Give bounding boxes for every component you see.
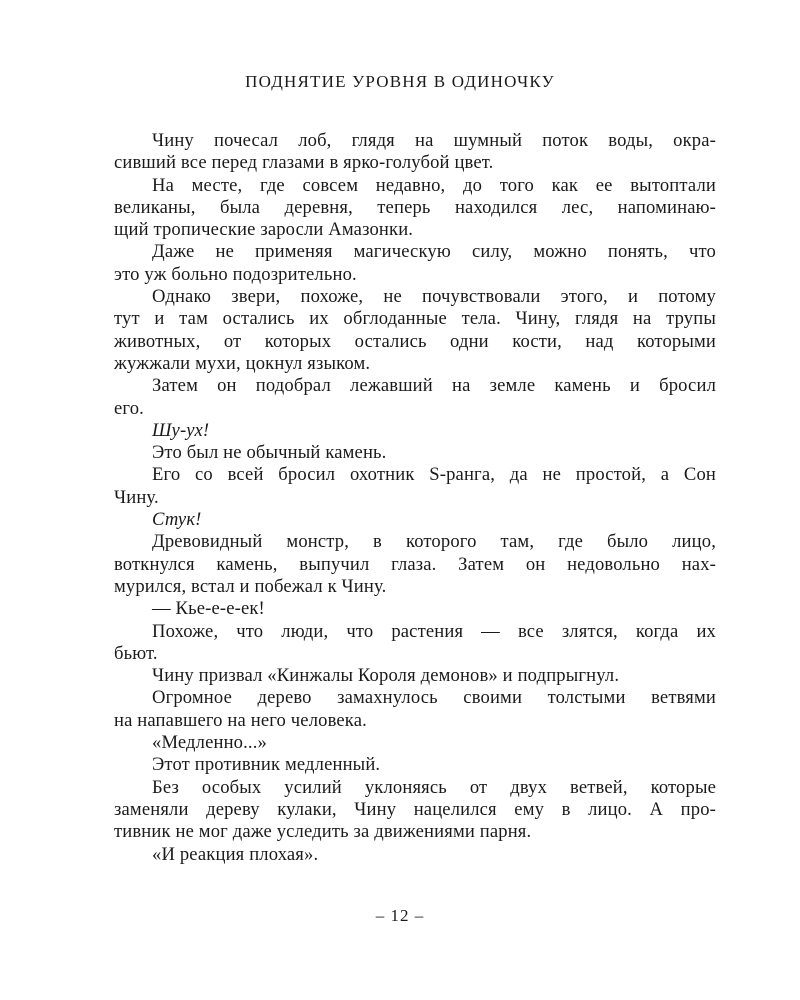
text-line: его. <box>114 397 144 419</box>
text-line: мурился, встал и побежал к Чину. <box>114 575 387 597</box>
paragraph <box>114 420 716 442</box>
text-line: животных, от которых остались одни кости, над которыми <box>114 330 716 352</box>
paragraph <box>114 442 716 464</box>
paragraph <box>114 175 716 242</box>
paragraph <box>114 844 716 866</box>
text-line: на напавшего на него человека. <box>114 709 367 731</box>
text-line: это уж больно подозрительно. <box>114 263 357 285</box>
text-line: — Кье-е-е-ек! <box>152 598 265 620</box>
text-line: Древовидный монстр, в которого там, где было лицо, <box>152 531 716 553</box>
text-line: Его со всей бросил охотник S-ранга, да не простой, а Сон <box>152 464 716 486</box>
text-line: Огромное дерево замахнулось своими толстыми ветвями <box>152 687 716 709</box>
text-line: «И реакция плохая». <box>152 843 319 865</box>
text-line: Стук! <box>152 509 202 531</box>
text-line: щий тропические заросли Амазонки. <box>114 219 414 241</box>
text-line: Без особых усилий уклоняясь от двух ветвей, которые <box>152 776 716 798</box>
text-line: заменяли дереву кулаки, Чину нацелился ему в лицо. А про- <box>114 798 716 820</box>
text-line: Даже не применяя магическую силу, можно понять, что <box>152 241 716 263</box>
running-head: ПОДНЯТИЕ УРОВНЯ В ОДИНОЧКУ <box>245 72 555 91</box>
text-line: На месте, где совсем недавно, до того как ее вытоптали <box>152 174 716 196</box>
text-line: Это был не обычный камень. <box>152 442 387 464</box>
chapter-text <box>114 130 716 866</box>
text-line: Чину призвал «Кинжалы Короля демонов» и подпрыгнул. <box>152 665 620 687</box>
text-line: Этот противник медленный. <box>152 754 381 776</box>
text-line: Похоже, что люди, что растения — все злятся, когда их <box>152 620 716 642</box>
paragraph <box>114 598 716 620</box>
paragraph <box>114 130 716 175</box>
paragraph <box>114 286 716 375</box>
paragraph <box>114 621 716 666</box>
text-line: Шу-ух! <box>152 419 210 441</box>
text-line: Чину почесал лоб, глядя на шумный поток воды, окра- <box>152 130 716 151</box>
text-line: воткнулся камень, выпучил глаза. Затем он недовольно нах- <box>114 553 716 575</box>
text-line: «Медленно...» <box>152 732 267 754</box>
text-line: тут и там остались их обглоданные тела. Чину, глядя на трупы <box>114 308 716 330</box>
paragraph <box>114 531 716 598</box>
paragraph <box>114 375 716 420</box>
paragraph <box>114 509 716 531</box>
text-line: Однако звери, похоже, не почувствовали этого, и потому <box>152 286 716 308</box>
text-line: тивник не мог даже уследить за движениями парня. <box>114 821 532 843</box>
page-number: – 12 – <box>375 906 425 925</box>
text-line: великаны, была деревня, теперь находился лес, напоминаю- <box>114 196 716 218</box>
text-line: жужжали мухи, цокнул языком. <box>114 352 371 374</box>
paragraph <box>114 665 716 687</box>
paragraph <box>114 687 716 732</box>
paragraph <box>114 777 716 844</box>
text-line: Затем он подобрал лежавший на земле камень и бросил <box>152 375 716 397</box>
paragraph <box>114 754 716 776</box>
text-line: сивший все перед глазами в ярко-голубой цвет. <box>114 152 494 174</box>
text-line: бьют. <box>114 642 158 664</box>
paragraph <box>114 464 716 509</box>
paragraph <box>114 732 716 754</box>
text-line: Чину. <box>114 486 159 508</box>
paragraph <box>114 241 716 286</box>
